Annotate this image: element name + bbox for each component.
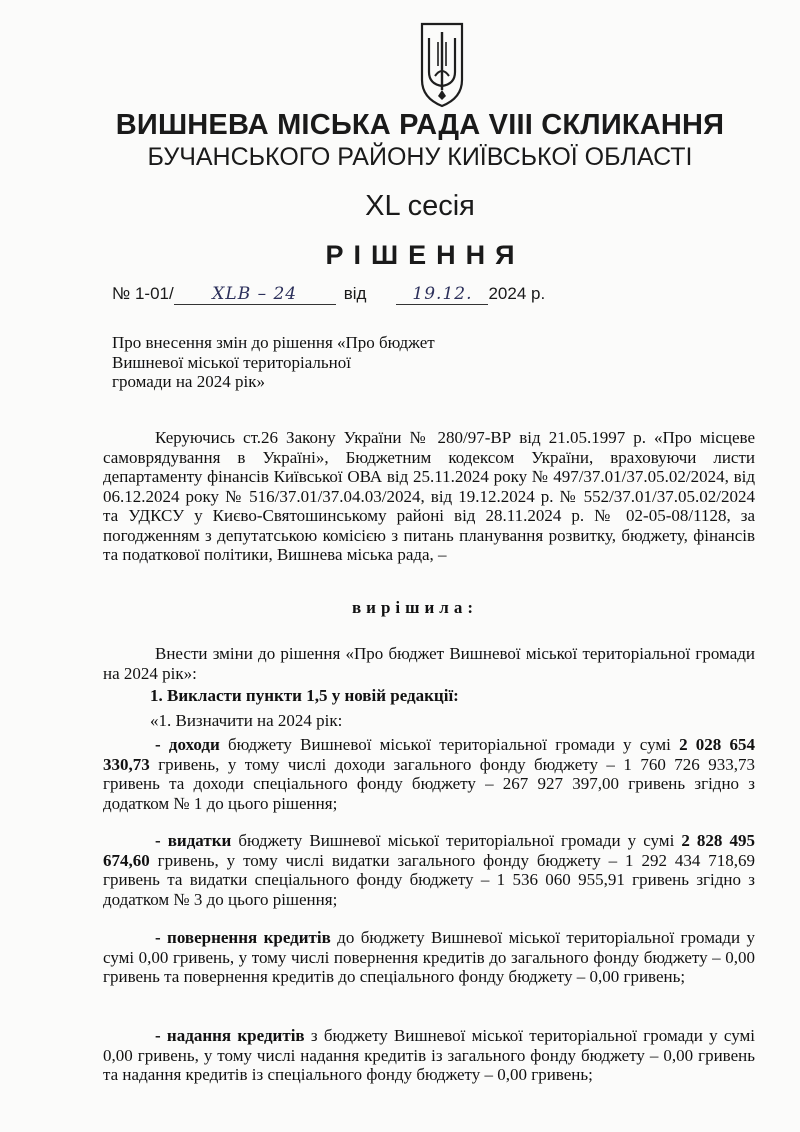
legal-basis-paragraph	[103, 428, 755, 565]
revenues-paragraph	[103, 735, 755, 813]
date-year: 2024 р.	[488, 284, 546, 303]
expenditures-text-2: гривень, у тому числі видатки загального фонду бюджету – 1 292 434 718,69 гривень та видатки спеціального фонду бюджету – 1 536 060 955,91 гривень згідно з додатком № 3 до цього рішення;	[103, 850, 755, 909]
intro-paragraph	[103, 644, 755, 683]
handwritten-number: XLB – 24	[174, 284, 336, 305]
item-1-subtitle: «1. Визначити на 2024 рік:	[150, 711, 343, 730]
expenditures-paragraph	[103, 831, 755, 909]
revenues-label: - доходи	[155, 735, 220, 754]
decision-subject	[112, 333, 472, 392]
loan-returns-label: - повернення кредитів	[155, 928, 331, 947]
resolved-heading: вирішила:	[352, 598, 478, 617]
expenditures-label: - видатки	[155, 831, 232, 850]
lending-label: - надання кредитів	[155, 1026, 305, 1045]
item-1-title: 1. Викласти пункти 1,5 у новій редакції:	[150, 686, 459, 705]
decision-number-line	[112, 284, 545, 305]
date-label: від	[343, 284, 367, 303]
trident-emblem-icon	[416, 20, 468, 110]
lending-text: з бюджету Вишневої міської територіальної громади у сумі 0,00 гривень, у тому числі надання кредитів із загального фонду бюджету – 0,00 гривень та надання кредитів із спеціального фонду бюджету – 0,00 гривень;	[103, 1026, 755, 1084]
revenues-amount: 2 028 654 330,73	[103, 735, 755, 774]
handwritten-date: 19.12.	[396, 284, 488, 305]
subject-line: Вишневої міської територіальної	[112, 352, 351, 372]
basis-text: Керуючись ст.26 Закону України № 280/97-ВР від 21.05.1997 р. «Про місцеве самоврядування в Україні», Бюджетним кодексом України, враховуючи листи департаменту фінансів Київської ОВА від 25.11.2024 року № 497/37.01/37.05.02/2024, від 06.12.2024 року № 516/37.01/37.04.03/2024, від 19.12.2024 р. № 552/37.01/37.05.02/2024 та УДКСУ у Києво-Святошинському районі від 28.11.2024 р. № 02-05-08/1128, за погодженням з депутатською комісією з питань планування розвитку, бюджету, фінансів та податкової політики, Вишнева міська рада, –	[103, 428, 755, 564]
loan-returns-text: до бюджету Вишневої міської територіальної громади у сумі 0,00 гривень, у тому числі повернення кредитів до загального фонду бюджету – 0,00 гривень та повернення кредитів до спеціального фонду бюджету – 0,00 гривень;	[103, 928, 755, 986]
expenditures-text-1: бюджету Вишневої міської територіальної громади у сумі	[231, 831, 682, 850]
number-prefix: № 1-01/	[112, 284, 174, 303]
expenditures-amount: 2 828 495 674,60	[103, 831, 755, 870]
document-type: РІШЕННЯ	[325, 240, 525, 270]
loan-returns-paragraph	[103, 928, 755, 987]
revenues-text-1: бюджету Вишневої міської територіальної громади у сумі	[219, 735, 680, 754]
subject-line: Про внесення змін до рішення «Про бюджет	[112, 333, 435, 352]
lending-paragraph	[103, 1026, 755, 1085]
council-name: ВИШНЕВА МІСЬКА РАДА VIII СКЛИКАННЯ	[115, 109, 725, 141]
session-title: XL сесія	[365, 190, 475, 222]
district-name: БУЧАНСЬКОГО РАЙОНУ КИЇВСЬКОЇ ОБЛАСТІ	[147, 143, 693, 171]
revenues-text-2: гривень, у тому числі доходи загального фонду бюджету – 1 760 726 933,73 гривень та доходи спеціального фонду бюджету – 267 927 397,00 гривень згідно з додатком № 1 до цього рішення;	[103, 754, 755, 813]
subject-line: громади на 2024 рік»	[112, 372, 265, 391]
intro-text: Внести зміни до рішення «Про бюджет Вишневої міської територіальної громади на 2024 рік»:	[103, 644, 755, 683]
